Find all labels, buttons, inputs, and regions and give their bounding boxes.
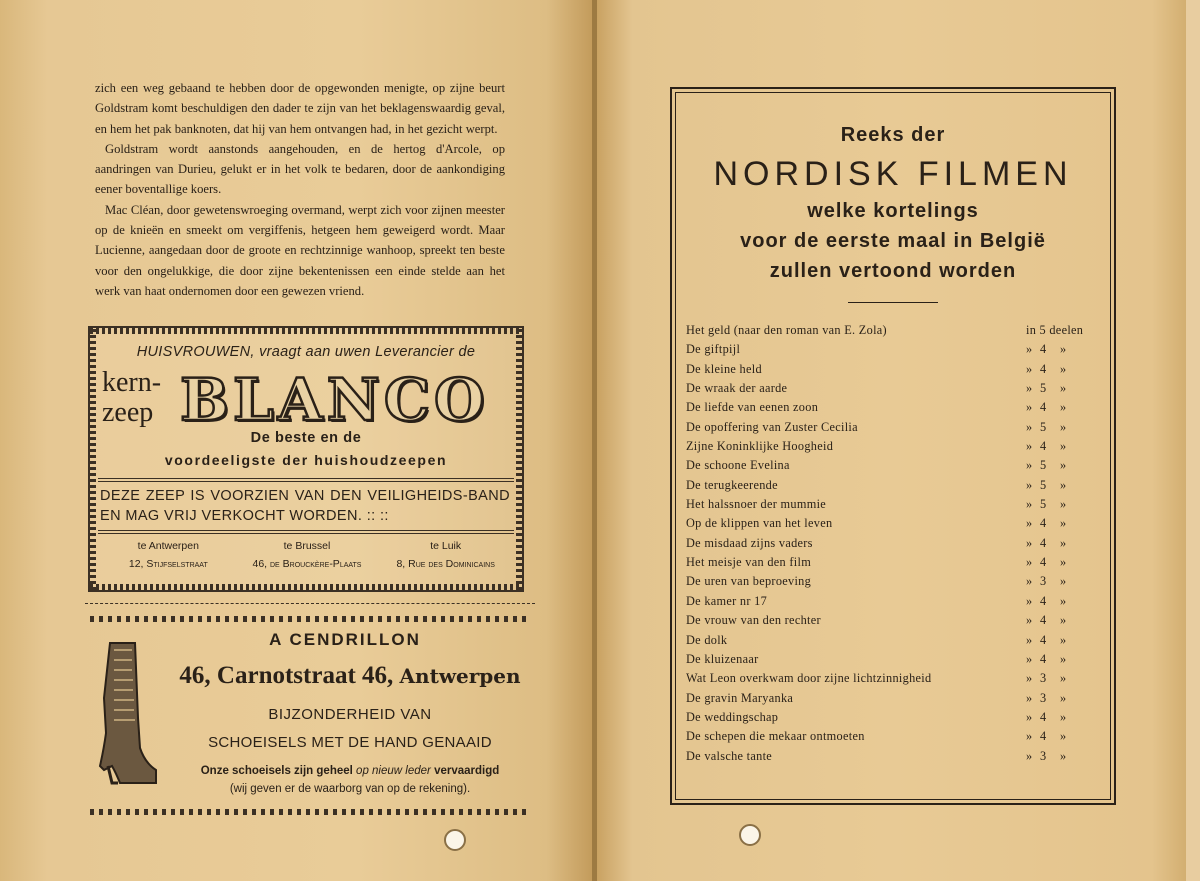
film-parts xyxy=(1026,437,1106,456)
film-list-item xyxy=(686,611,1100,630)
film-parts-count: in 5 deelen xyxy=(1026,323,1084,337)
film-parts xyxy=(1026,572,1106,591)
film-title: Het geld (naar den roman van E. Zola) xyxy=(686,323,887,337)
film-parts xyxy=(1026,495,1106,514)
note-emphasis: op nieuw leder xyxy=(356,765,431,777)
cendrillon-specialty: SCHOEISELS MET DE HAND GENAAID xyxy=(208,734,492,751)
ditto-mark: » xyxy=(1026,439,1033,454)
film-list-item xyxy=(686,592,1100,611)
film-parts-count: 5 xyxy=(1040,458,1047,473)
list-subtitle: voor de eerste maal in België xyxy=(740,230,1046,252)
ditto-mark: » xyxy=(1060,381,1067,396)
ditto-mark: » xyxy=(1060,729,1067,744)
ditto-mark: » xyxy=(1060,458,1067,473)
film-parts xyxy=(1026,747,1106,766)
list-intro: Reeks der xyxy=(840,124,946,146)
film-parts-count: 4 xyxy=(1040,535,1047,550)
story-paragraph: Mac Cléan, door gewetenswroeging overmand, werpt zich voor zijnen meester op de knieën en smeekt om vergiffenis, hetgeen hem geweigerd wordt. Maar Lucienne, aangedaan door de groote en rechtzinnige wanhoop, spreekt ten beste voor den ongelukkige, die door zijne bekentenissen een einde stelde aan het werk van haat ondernomen door een gewezen vriend. xyxy=(95,202,505,298)
film-parts xyxy=(1026,592,1106,611)
story-paragraph: Goldstram wordt aanstonds aangehouden, en de hertog d'Arcole, op aandringen van Durieu, gelukt er in het volk te bedaren, door de aankondiging eener boventallige koers. xyxy=(95,141,505,197)
city-label: te Brussel xyxy=(283,540,331,552)
ditto-mark: » xyxy=(1026,709,1033,724)
ditto-mark: » xyxy=(1026,477,1033,492)
film-parts-count: 4 xyxy=(1040,593,1047,608)
cendrillon-note xyxy=(165,765,535,777)
film-title: De uren van beproeving xyxy=(686,574,812,589)
ornamental-border xyxy=(90,328,522,334)
ditto-mark: » xyxy=(1026,729,1033,744)
ditto-mark: » xyxy=(1026,497,1033,512)
film-parts-count: 5 xyxy=(1040,419,1047,434)
ad-tagline: voordeeligste der huishoudzeepen xyxy=(164,452,448,468)
film-parts-count: 4 xyxy=(1040,651,1047,666)
film-title: De wraak der aarde xyxy=(686,381,788,396)
film-title: De valsche tante xyxy=(686,748,773,763)
ditto-mark: » xyxy=(1026,555,1033,570)
ditto-mark: » xyxy=(1060,613,1067,628)
film-parts xyxy=(1026,689,1106,708)
note-text: Onze schoeisels zijn geheel xyxy=(200,765,353,777)
film-list-frame xyxy=(670,87,1116,805)
film-title: Zijne Koninklijke Hoogheid xyxy=(686,439,834,454)
ditto-mark: » xyxy=(1026,690,1033,705)
film-title: De terugkeerende xyxy=(686,477,778,492)
film-parts-count: 3 xyxy=(1040,690,1047,705)
list-title: NORDISK FILMEN xyxy=(713,155,1073,193)
film-list-item xyxy=(686,495,1100,514)
divider xyxy=(85,603,535,604)
film-title: De weddingschap xyxy=(686,709,779,724)
binding-hole xyxy=(739,824,761,846)
film-parts xyxy=(1026,553,1106,572)
film-parts xyxy=(1026,321,1106,340)
film-list-item xyxy=(686,631,1100,650)
ditto-mark: » xyxy=(1060,690,1067,705)
film-list-item xyxy=(686,360,1100,379)
ditto-mark: » xyxy=(1026,361,1033,376)
street-address: 12, Stijfselstraat xyxy=(128,558,208,570)
film-list-item xyxy=(686,708,1100,727)
film-title: De giftpijl xyxy=(686,342,741,357)
ditto-mark: » xyxy=(1026,574,1033,589)
film-parts xyxy=(1026,379,1106,398)
film-parts xyxy=(1026,476,1106,495)
film-parts-count: 5 xyxy=(1040,497,1047,512)
ad-kern-zeep xyxy=(102,368,161,428)
film-title: Wat Leon overkwam door zijne lichtzinnigheid xyxy=(686,671,932,686)
ditto-mark: » xyxy=(1060,535,1067,550)
ad-kern-label: kern- xyxy=(102,367,162,398)
film-list-item xyxy=(686,553,1100,572)
ornamental-border xyxy=(90,616,530,622)
city-label: te Luik xyxy=(430,540,462,552)
boot-illustration xyxy=(90,638,160,788)
ditto-mark: » xyxy=(1026,381,1033,396)
film-title: Het meisje van den film xyxy=(686,555,812,570)
film-parts xyxy=(1026,360,1106,379)
film-parts-count: 4 xyxy=(1040,555,1047,570)
ditto-mark: » xyxy=(1060,593,1067,608)
ditto-mark: » xyxy=(1026,593,1033,608)
film-parts xyxy=(1026,418,1106,437)
ditto-mark: » xyxy=(1060,748,1067,763)
film-list-item xyxy=(686,572,1100,591)
note-text: vervaardigd xyxy=(434,765,500,777)
city-label: te Antwerpen xyxy=(137,540,199,552)
film-title: De kluizenaar xyxy=(686,651,759,666)
ditto-mark: » xyxy=(1026,342,1033,357)
ditto-mark: » xyxy=(1060,477,1067,492)
street-address: 8, Rue des Dominicains xyxy=(396,558,495,570)
film-parts-count: 3 xyxy=(1040,574,1047,589)
film-list-item xyxy=(686,727,1100,746)
film-list-item xyxy=(686,398,1100,417)
cendrillon-warranty: (wij geven er de waarborg van op de rekening). xyxy=(229,783,471,795)
list-subtitle: zullen vertoond worden xyxy=(769,260,1017,282)
ad-warning: DEZE ZEEP IS VOORZIEN VAN DEN VEILIGHEIDS-BAND EN MAG VRIJ VERKOCHT WORDEN. :: :: xyxy=(100,488,510,524)
divider xyxy=(848,302,938,303)
film-parts-count: 5 xyxy=(1040,381,1047,396)
film-parts-count: 3 xyxy=(1040,748,1047,763)
film-list-item xyxy=(686,534,1100,553)
ditto-mark: » xyxy=(1060,439,1067,454)
ditto-mark: » xyxy=(1060,574,1067,589)
film-parts-count: 4 xyxy=(1040,729,1047,744)
ditto-mark: » xyxy=(1060,555,1067,570)
ditto-mark: » xyxy=(1026,613,1033,628)
ditto-mark: » xyxy=(1060,516,1067,531)
film-list-item xyxy=(686,379,1100,398)
ditto-mark: » xyxy=(1060,709,1067,724)
film-title: De vrouw van den rechter xyxy=(686,613,821,628)
film-list-item xyxy=(686,456,1100,475)
film-title: De dolk xyxy=(686,632,728,647)
film-parts xyxy=(1026,650,1106,669)
blanco-soap-advertisement xyxy=(88,326,524,592)
story-text xyxy=(95,78,505,301)
divider xyxy=(98,530,514,531)
ornamental-border xyxy=(90,584,522,590)
film-parts-count: 4 xyxy=(1040,400,1047,415)
film-list-item xyxy=(686,514,1100,533)
ad-tagline: De beste en de xyxy=(250,430,362,446)
film-title: De misdaad zijns vaders xyxy=(686,535,813,550)
cendrillon-specialty: BIJZONDERHEID VAN xyxy=(268,706,432,723)
film-list-item xyxy=(686,650,1100,669)
ditto-mark: » xyxy=(1060,651,1067,666)
film-title: De schoone Evelina xyxy=(686,458,790,473)
ditto-mark: » xyxy=(1026,458,1033,473)
film-list xyxy=(686,321,1100,766)
ditto-mark: » xyxy=(1060,342,1067,357)
film-title: De gravin Maryanka xyxy=(686,690,794,705)
ditto-mark: » xyxy=(1026,748,1033,763)
film-parts-count: 4 xyxy=(1040,709,1047,724)
film-parts xyxy=(1026,456,1106,475)
ornamental-border xyxy=(90,809,530,815)
ditto-mark: » xyxy=(1026,651,1033,666)
film-title: De schepen die mekaar ontmoeten xyxy=(686,729,865,744)
film-parts xyxy=(1026,669,1106,688)
ditto-mark: » xyxy=(1060,671,1067,686)
film-parts xyxy=(1026,514,1106,533)
ditto-mark: » xyxy=(1026,535,1033,550)
film-title: De opoffering van Zuster Cecilia xyxy=(686,419,858,434)
page-edge xyxy=(1186,0,1200,881)
divider xyxy=(98,533,514,534)
story-paragraph: zich een weg gebaand te hebben door de opgewonden menigte, op zijne beurt Goldstram komt beschuldigen den dader te zijn van het beklagenswaardig geval, en hem het pak banknoten, dat hij van hem ontvangen had, in het gezicht werpt. xyxy=(95,81,505,136)
film-list-item xyxy=(686,747,1100,766)
film-parts-count: 4 xyxy=(1040,361,1047,376)
film-parts xyxy=(1026,727,1106,746)
film-parts-count: 4 xyxy=(1040,613,1047,628)
film-parts-count: 4 xyxy=(1040,342,1047,357)
address-city: Antwerpen xyxy=(399,664,521,688)
film-title: Op de klippen van het leven xyxy=(686,516,833,531)
film-parts xyxy=(1026,398,1106,417)
film-title: De liefde van eenen zoon xyxy=(686,400,819,415)
ditto-mark: » xyxy=(1060,361,1067,376)
ad-locations xyxy=(100,540,514,570)
film-list-item xyxy=(686,437,1100,456)
film-parts-count: 4 xyxy=(1040,516,1047,531)
divider xyxy=(98,481,514,482)
ditto-mark: » xyxy=(1026,671,1033,686)
blanco-logo: BLANCO xyxy=(180,366,489,434)
film-parts xyxy=(1026,708,1106,727)
film-parts xyxy=(1026,534,1106,553)
ad-zeep-label: zeep xyxy=(102,397,154,428)
cendrillon-title: A CENDRILLON xyxy=(269,630,421,649)
ditto-mark: » xyxy=(1060,497,1067,512)
film-title: Het halssnoer der mummie xyxy=(686,497,827,512)
film-parts-count: 4 xyxy=(1040,632,1047,647)
film-title: De kamer nr 17 xyxy=(686,593,768,608)
street-address: 46, de Brouckère-Plaats xyxy=(252,558,362,570)
film-parts xyxy=(1026,631,1106,650)
film-list-item xyxy=(686,689,1100,708)
list-subtitle: welke kortelings xyxy=(807,200,979,222)
film-list-item xyxy=(686,340,1100,359)
ditto-mark: » xyxy=(1026,632,1033,647)
film-list-item xyxy=(686,321,1100,340)
address-street: 46, Carnotstraat 46, xyxy=(179,662,394,689)
film-list-item xyxy=(686,669,1100,688)
left-page xyxy=(0,0,594,881)
divider xyxy=(98,478,514,479)
film-parts-count: 4 xyxy=(1040,439,1047,454)
ditto-mark: » xyxy=(1060,400,1067,415)
film-title: De kleine held xyxy=(686,361,762,376)
binding-hole xyxy=(444,829,466,851)
cendrillon-address xyxy=(165,662,535,690)
film-list-item xyxy=(686,418,1100,437)
film-list-item xyxy=(686,476,1100,495)
ad-header: HUISVROUWEN, vraagt aan uwen Leverancier de xyxy=(136,344,476,360)
film-parts xyxy=(1026,611,1106,630)
film-parts-count: 3 xyxy=(1040,671,1047,686)
ditto-mark: » xyxy=(1026,516,1033,531)
ditto-mark: » xyxy=(1060,632,1067,647)
ditto-mark: » xyxy=(1060,419,1067,434)
film-parts-count: 5 xyxy=(1040,477,1047,492)
film-parts xyxy=(1026,340,1106,359)
ditto-mark: » xyxy=(1026,400,1033,415)
ditto-mark: » xyxy=(1026,419,1033,434)
